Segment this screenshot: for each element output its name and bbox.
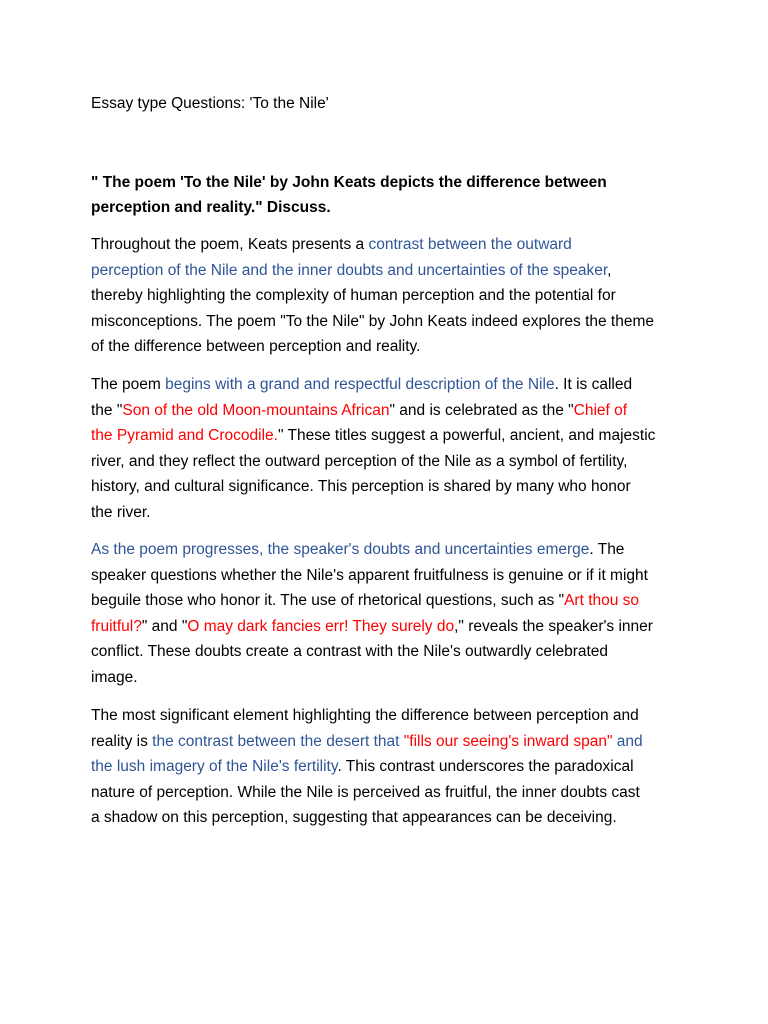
quoted-phrase: fruitful? <box>91 617 142 635</box>
text-run: . This contrast underscores the paradoxical <box>337 758 634 775</box>
paragraph-line: thereby highlighting the complexity of human perception and the potential for <box>91 287 616 304</box>
text-run: " These titles suggest a powerful, ancient, and majestic <box>277 427 656 444</box>
paragraph-line: the river. <box>91 503 151 521</box>
paragraph-line: history, and cultural significance. This perception is shared by many who honor <box>91 478 631 495</box>
quoted-phrase: Chief of <box>573 401 628 419</box>
highlighted-phrase: begins with a grand and respectful description of the Nile <box>165 376 555 393</box>
quoted-phrase: Art thou so <box>564 592 640 609</box>
text-run: . It is called <box>554 376 633 393</box>
paragraph-line: misconceptions. The poem "To the Nile" by John Keats indeed explores the theme <box>91 312 655 330</box>
document-title: Essay type Questions: 'To the Nile' <box>91 95 329 112</box>
quoted-phrase: "fills our seeing's inward span" <box>403 732 613 750</box>
highlighted-phrase: As the poem progresses, the speaker's doubts and uncertainties emerge <box>91 541 590 558</box>
highlighted-phrase: the lush imagery of the Nile's fertility <box>91 758 338 775</box>
text-run: , <box>607 261 612 279</box>
paragraph-line: a shadow on this perception, suggesting that appearances can be deceiving. <box>91 809 617 826</box>
text-run: ," reveals the speaker's inner <box>454 617 653 635</box>
paragraph-line <box>91 754 691 780</box>
paragraph-line: speaker questions whether the Nile's apparent fruitfulness is genuine or if it might <box>91 566 648 584</box>
paragraph-line <box>91 614 691 640</box>
question-line-1: " The poem 'To the Nile' by John Keats depicts the difference between <box>91 174 607 191</box>
paragraph-line: The most significant element highlighting the difference between perception and <box>91 707 639 724</box>
paragraph-4 <box>91 703 691 831</box>
quoted-phrase: O may dark fancies err! They surely do <box>187 617 455 635</box>
paragraph-2 <box>91 372 691 525</box>
highlighted-phrase: perception of the Nile and the inner doubts and uncertainties of the speaker <box>91 261 608 279</box>
text-run: " and " <box>141 617 188 635</box>
text-run: Throughout the poem, Keats presents a <box>91 236 369 253</box>
quoted-phrase: the Pyramid and Crocodile. <box>91 427 278 444</box>
text-run: reality is <box>91 732 153 750</box>
text-run: the " <box>91 401 123 419</box>
question-line-2: perception and reality." Discuss. <box>91 199 331 216</box>
paragraph-line <box>91 537 691 563</box>
paragraph-line: river, and they reflect the outward perception of the Nile as a symbol of fertility, <box>91 452 628 470</box>
highlighted-phrase: contrast between the outward <box>368 236 572 253</box>
paragraph-line <box>91 423 691 449</box>
paragraph-line <box>91 729 691 755</box>
highlighted-phrase: the contrast between the desert that <box>152 732 404 750</box>
paragraph-line <box>91 232 691 258</box>
paragraph-line <box>91 588 691 614</box>
paragraph-line: nature of perception. While the Nile is perceived as fruitful, the inner doubts cast <box>91 783 640 801</box>
essay-question <box>91 170 691 220</box>
paragraph-line <box>91 398 691 424</box>
text-run: . The <box>589 541 625 558</box>
paragraph-line: image. <box>91 668 138 686</box>
highlighted-phrase: and <box>612 732 643 750</box>
text-run: The poem <box>91 376 166 393</box>
quoted-phrase: Son of the old Moon-mountains African <box>122 401 390 419</box>
paragraph-line <box>91 372 691 398</box>
paragraph-3 <box>91 537 691 690</box>
paragraph-line: of the difference between perception and reality. <box>91 338 421 355</box>
paragraph-line <box>91 258 691 284</box>
text-run: beguile those who honor it. The use of rhetorical questions, such as " <box>91 592 565 609</box>
paragraph-line: conflict. These doubts create a contrast with the Nile's outwardly celebrated <box>91 643 609 660</box>
paragraph-1 <box>91 232 691 360</box>
text-run: " and is celebrated as the " <box>389 401 574 419</box>
